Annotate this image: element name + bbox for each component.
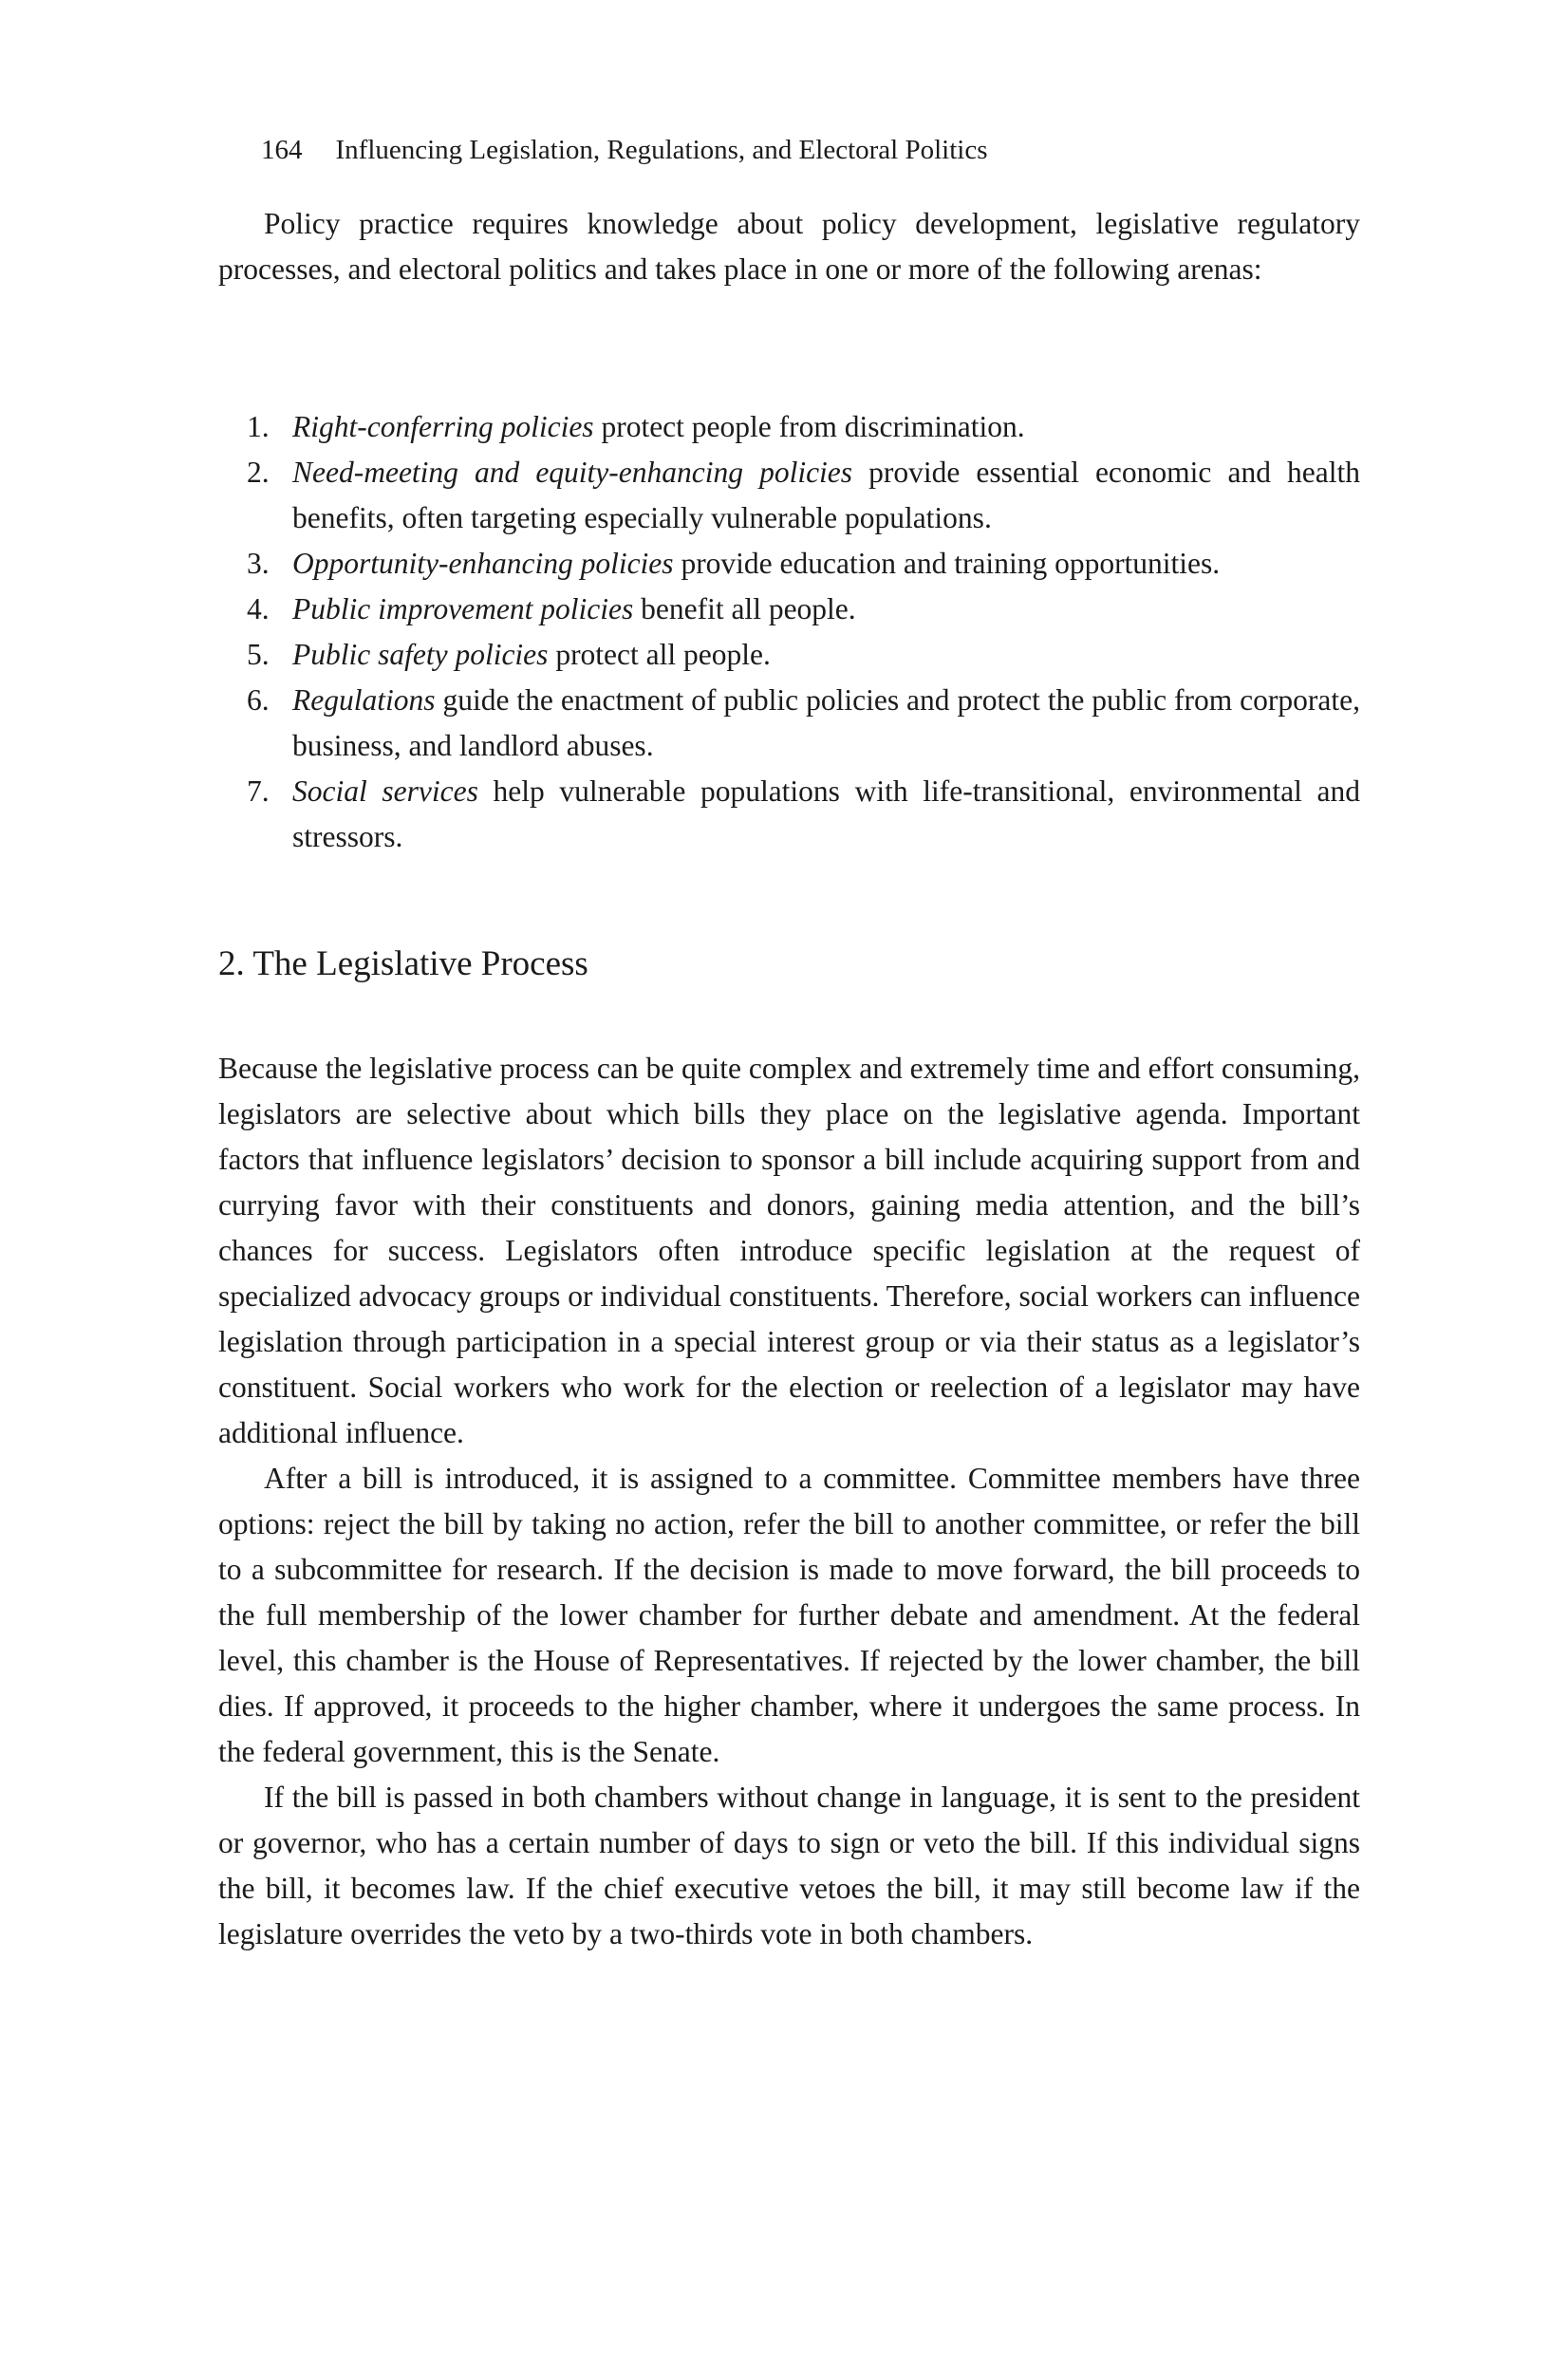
list-item-number: 5. xyxy=(247,638,270,671)
list-item-text: protect all people. xyxy=(548,638,771,671)
page-number: 164 xyxy=(261,135,303,165)
paragraph: Because the legislative process can be quite complex and extremely time and effort consuming, legislators are selective about which bills they place on the legislative agenda. Important factors that influence legislators’ decision to sponsor a bill include acquiring support from and currying favor with their constituents and donors, gaining media attention, and the bill’s chances for success. Legislators often introduce specific legislation at the request of specialized advocacy groups or individual constituents. Therefore, social workers can influence legislation through participation in a special interest group or via their status as a legislator’s constituent. Social workers who work for the election or reelection of a legislator may have additional influence. xyxy=(218,1052,1361,1449)
running-head-title: Influencing Legislation, Regulations, and Electoral Politics xyxy=(335,135,988,165)
list-item xyxy=(218,404,1360,450)
list-item-text: guide the enactment of public policies and protect the public from corporate, business, and landlord abuses. xyxy=(292,683,1360,762)
list-item-text: protect people from discrimination. xyxy=(593,410,1025,443)
list-item xyxy=(218,769,1360,860)
list-item-lead: Social services xyxy=(292,774,478,808)
running-header xyxy=(261,133,987,167)
list-item-number: 6. xyxy=(247,683,270,717)
list-item xyxy=(218,678,1360,769)
list-item-text: help vulnerable populations with life-transitional, environmental and stressors. xyxy=(292,774,1361,853)
list-item-lead: Right-conferring policies xyxy=(292,410,594,443)
policy-list xyxy=(218,404,1360,860)
list-item-lead: Regulations xyxy=(292,683,436,717)
intro-paragraph: Policy practice requires knowledge about policy development, legislative regulatory processes, and electoral politics and takes place in one or more of the following arenas: xyxy=(218,207,1360,286)
list-item-lead: Public improvement policies xyxy=(292,592,634,625)
list-item xyxy=(218,450,1360,541)
list-item-lead: Need-meeting and equity-enhancing policies xyxy=(292,456,853,489)
list-item-text: provide education and training opportunities. xyxy=(673,547,1221,580)
list-item-number: 1. xyxy=(247,410,270,443)
list-item-number: 3. xyxy=(247,547,270,580)
list-item-lead: Opportunity-enhancing policies xyxy=(292,547,674,580)
paragraph: After a bill is introduced, it is assigned to a committee. Committee members have three options: reject the bill by taking no action, refer the bill to another committee, or refer the bill to a subcommittee for research. If the decision is made to move forward, the bill proceeds to the full membership of the lower chamber for further debate and amendment. At the federal level, this chamber is the House of Representatives. If rejected by the lower chamber, the bill dies. If approved, it proceeds to the higher chamber, where it undergoes the same process. In the federal government, this is the Senate. xyxy=(218,1462,1360,1768)
list-item-number: 7. xyxy=(247,774,270,808)
body-text xyxy=(218,1046,1360,1957)
section-heading: 2. The Legislative Process xyxy=(218,944,588,983)
list-item xyxy=(218,541,1360,587)
list-item-lead: Public safety policies xyxy=(292,638,549,671)
list-item-text: benefit all people. xyxy=(633,592,856,625)
list-item xyxy=(218,632,1360,678)
list-item-number: 2. xyxy=(247,456,270,489)
list-item-text: provide essential economic and health benefits, often targeting especially vulnerable populations. xyxy=(292,456,1360,534)
list-item-number: 4. xyxy=(247,592,270,625)
list-item xyxy=(218,587,1360,632)
paragraph: If the bill is passed in both chambers without change in language, it is sent to the president or governor, who has a certain number of days to sign or veto the bill. If this individual signs the bill, it becomes law. If the chief executive vetoes the bill, it may still become law if the legislature overrides the veto by a two-thirds vote in both chambers. xyxy=(218,1781,1360,1950)
